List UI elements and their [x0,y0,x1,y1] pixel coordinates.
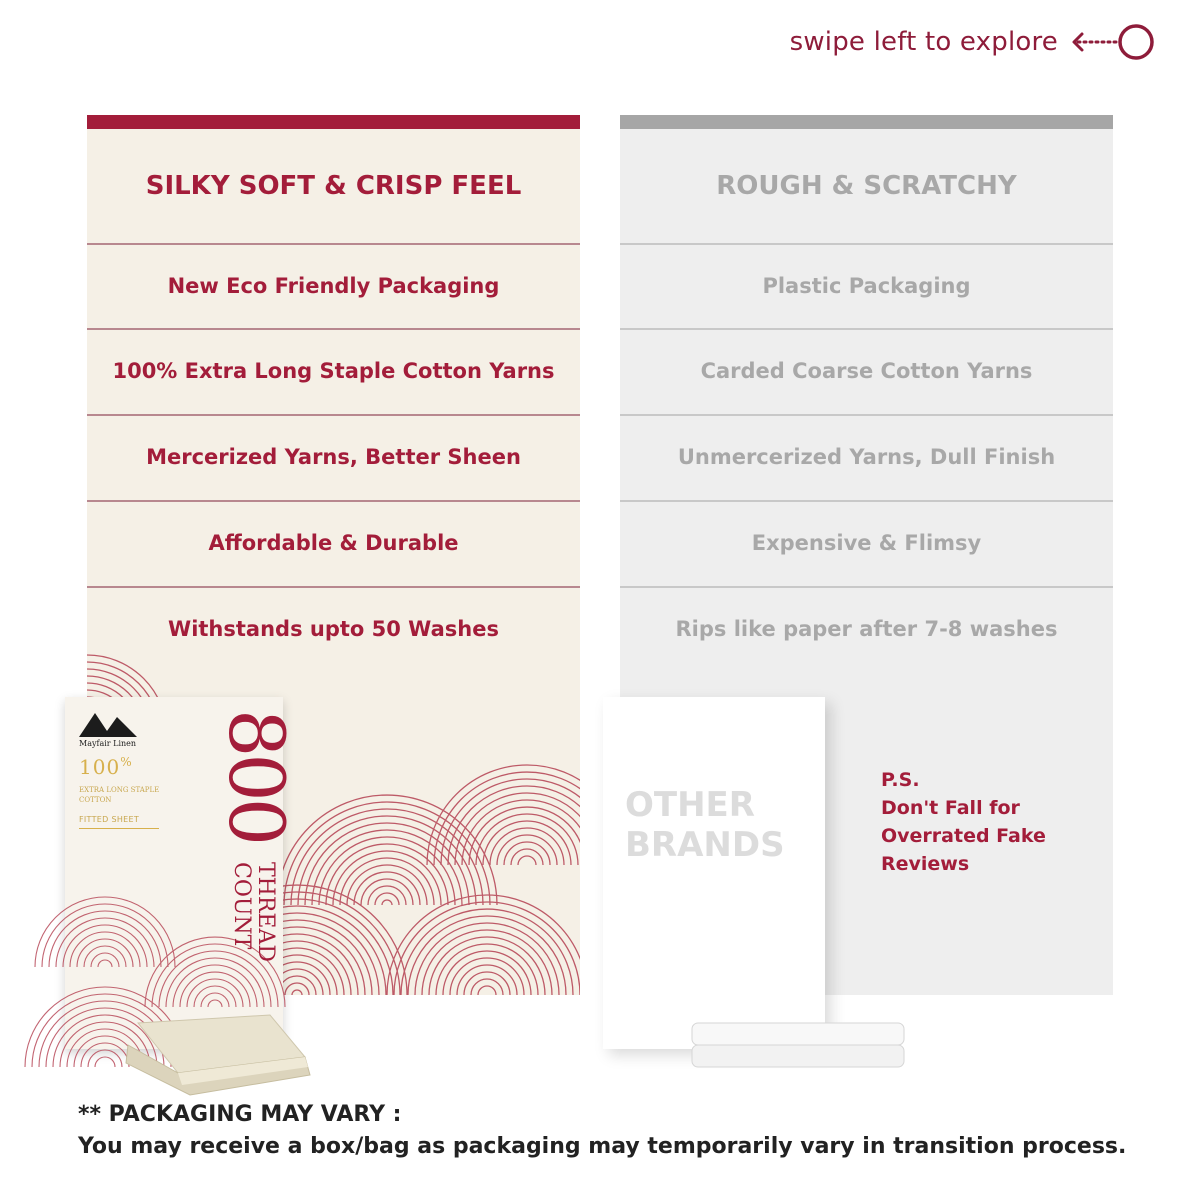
mayfair-row-durable: Affordable & Durable [208,530,459,555]
thread-count-label: THREAD COUNT [229,862,278,963]
swipe-hint-text: swipe left to explore [789,27,1058,57]
mayfair-product-box [65,697,301,1049]
mayfair-row-packaging: New Eco Friendly Packaging [167,273,500,298]
swipe-left-arrow-circle-icon [1070,22,1156,62]
ps-line-1: Don't Fall for [881,797,1020,819]
mayfair-row-yarns: 100% Extra Long Staple Cotton Yarns [112,358,555,383]
ps-title: P.S. [881,769,920,791]
other-brands-label [625,785,785,865]
white-folded-sheet-image [688,1015,908,1075]
ps-line-3: Reviews [881,853,970,875]
brand-name: Mayfair Linen [79,739,137,748]
percent-sign: % [120,755,133,769]
packaging-note-title: ** PACKAGING MAY VARY : [78,1102,402,1127]
ps-line-2: Overrated Fake [881,825,1046,847]
packaging-note-text: You may receive a box/bag as packaging may temporarily vary in transition process. [78,1134,1127,1159]
mountain-logo-icon [79,709,139,737]
mayfair-row-washes: Withstands upto 50 Washes [168,616,499,641]
other-row-yarns: Carded Coarse Cotton Yarns [700,358,1033,383]
other-brands-line-2: BRANDS [625,825,785,865]
mayfair-header: SILKY SOFT & CRISP FEEL [145,171,522,201]
mayfair-row-mercerized: Mercerized Yarns, Better Sheen [146,444,521,469]
other-brands-box [603,697,825,1049]
thread-count-number: 800 [212,709,301,843]
gold-divider [79,828,159,829]
other-row-packaging: Plastic Packaging [762,273,971,298]
folded-sheet-image [120,1005,320,1100]
percent-value: 100 [79,755,121,779]
staple-label: EXTRA LONG STAPLE COTTON [79,786,160,804]
other-header: ROUGH & SCRATCHY [716,171,1017,201]
other-row-washes: Rips like paper after 7-8 washes [675,616,1058,641]
other-brands-line-1: OTHER [625,785,755,825]
ps-note [881,766,1101,878]
swipe-hint [790,22,1156,62]
other-row-durable: Expensive & Flimsy [751,530,982,555]
other-row-mercerized: Unmercerized Yarns, Dull Finish [677,444,1056,469]
percent-label [79,755,133,779]
sheet-type-label: FITTED SHEET [79,815,140,824]
other-top-bar [620,115,1113,129]
